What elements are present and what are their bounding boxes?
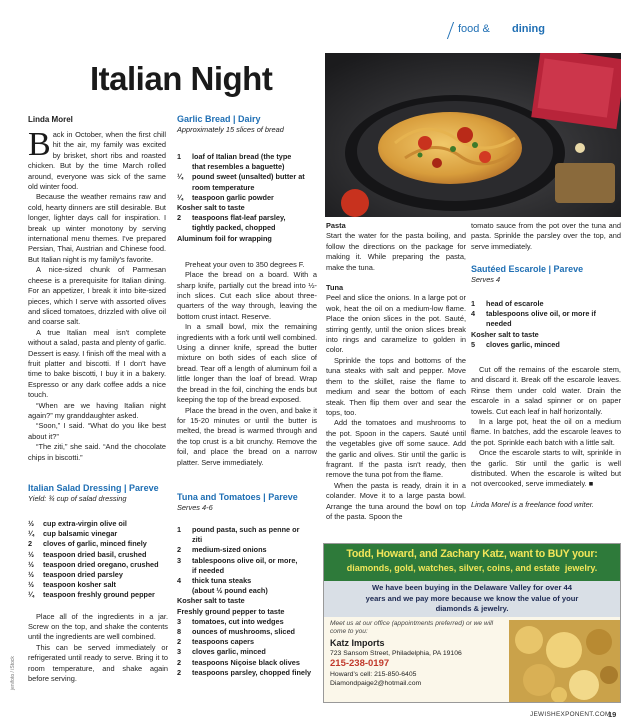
ingredient: ¼ cup balsamic vinegar xyxy=(28,529,118,539)
escarole-yield: Serves 4 xyxy=(471,275,501,284)
salad-ingredients xyxy=(28,519,168,601)
tuna-yield: Serves 4-6 xyxy=(177,503,213,512)
ingredient: Freshly ground pepper to taste xyxy=(177,606,285,616)
ingredient: 3 cloves garlic, minced xyxy=(177,647,266,657)
salad-recipe xyxy=(28,483,168,684)
salad-title: Italian Salad Dressing | Pareve xyxy=(28,483,159,493)
tuna-heading: Tuna xyxy=(326,283,344,293)
ingredient: ¼ pound sweet (unsalted) butter at xyxy=(177,172,305,182)
pasta-photo xyxy=(325,53,621,217)
ingredient: 2 teaspoons flat-leaf parsley, xyxy=(177,213,286,223)
intro-para-3: A nice-sized chunk of Parmesan cheese is a prerequisite for Italian dining. For an appetizer, I break it into bite-sized pieces, which I serve with assorted olives and sliced tomatoes, drizzled with olive oil and coarse salt. xyxy=(28,265,166,327)
ingredient: 3 tomatoes, cut into wedges xyxy=(177,616,284,626)
tuna-title: Tuna and Tomatoes | Pareve xyxy=(177,492,298,502)
intro-text xyxy=(28,126,166,463)
intro-para-1: Back in October, when the first chill hit the air, my family was excited by brisket, short ribs and roasted chicken. But by the time March rolled around, everyone was sick of the same old winter food. xyxy=(28,126,166,192)
intro-para-2: Because the weather remains raw and cold, hearty dinners are still desirable. But longer, lighter days call for inspiration. I break up winter monotony by serving international menu themes. I've prepared Persian, Thai, Austrian and Chinese food. But Italian night is my family's favorite. xyxy=(28,192,166,264)
tuna-ingredients: 1 pound pasta, such as penne or ziti 2 medium-sized onions 3 tablespoons olive oil, or more, if needed 4 thick tuna steaks (about ½ pound each) Kosher salt to taste Freshly ground pepper to taste 3 tomatoes, cut into wedges 8 ounces of mushrooms, sliced 2 teaspoons capers 3 cloves garlic, minced 2 teaspoons Niçoise black olives 2 teaspoons parsley, chopped finely xyxy=(177,525,317,678)
ingredient: ½ teaspoon kosher salt xyxy=(28,580,116,590)
ad-headline-band xyxy=(324,544,620,581)
ingredient: 3 tablespoons olive oil, or more, xyxy=(177,555,298,565)
footer-site: JEWISHEXPONENT.COM xyxy=(530,711,611,718)
ad-details xyxy=(330,620,505,688)
ingredient: Aluminum foil for wrapping xyxy=(177,233,272,243)
ingredient: 5 cloves garlic, minced xyxy=(471,339,560,349)
ingredient: 2 medium-sized onions xyxy=(177,545,267,555)
intro-para-4: A true Italian meal isn't complete without a salad, pasta and plenty of garlic. Dessert is easy. I finish off the meal with a fruit platter and biscotti. If I don't have time to bake biscotti, I buy it in a bakery. Espresso or any dark coffee adds a nice touch. xyxy=(28,327,166,400)
ingredient: ½ teaspoon dried oregano, crushed xyxy=(28,559,159,569)
ingredient: 2 teaspoons capers xyxy=(177,637,255,647)
intro-para-6: “Soon,” I said. “What do you like best about it?” xyxy=(28,421,166,441)
ingredient: Kosher salt to taste xyxy=(471,329,539,339)
ingredient: 2 cloves of garlic, minced finely xyxy=(28,539,147,549)
katz-ad xyxy=(323,543,621,703)
section-prefix: food & xyxy=(458,23,493,35)
ad-address: 723 Sansom Street, Philadelphia, PA 19106 xyxy=(330,650,462,657)
section-slash xyxy=(447,22,454,39)
ingredient: 1 loaf of Italian bread (the type xyxy=(177,152,292,161)
tuna-recipe xyxy=(177,492,317,678)
garlic-recipe xyxy=(177,114,317,468)
ingredient: 2 teaspoons Niçoise black olives xyxy=(177,657,300,667)
garlic-title: Garlic Bread | Dairy xyxy=(177,114,261,124)
ad-email[interactable]: Diamondpaige2@hotmail.com xyxy=(330,680,422,687)
ad-meet: Meet us at our office (appointments preferred) or we will come to you: xyxy=(330,620,494,635)
ad-company: Katz Imports xyxy=(330,638,385,648)
intro-para-7: “The ziti,” she said. “And the chocolate chips in biscotti.” xyxy=(28,442,166,462)
ingredient: ¼ teaspoon freshly ground pepper xyxy=(28,590,155,600)
ingredient: ½ teaspoon dried basil, crushed xyxy=(28,549,147,559)
salad-yield: Yield: ¾ cup of salad dressing xyxy=(28,494,127,503)
ad-banner: We have been buying in the Delaware Valley for over 44 years and we pay more because we know the value of your diamonds & jewelry. xyxy=(324,581,620,617)
ingredient: 2 teaspoons parsley, chopped finely xyxy=(177,667,312,677)
photo-credit: jenifoto / iStock xyxy=(10,656,16,690)
ingredient: Kosher salt to taste xyxy=(177,596,245,606)
ingredient: ¼ teaspoon garlic powder xyxy=(177,192,274,202)
ingredient: 1 head of escarole xyxy=(471,299,544,308)
page-title: Italian Night xyxy=(90,60,273,97)
ingredient: 1 pound pasta, such as penne or xyxy=(177,525,300,534)
ingredient: 8 ounces of mushrooms, sliced xyxy=(177,627,295,637)
ingredient: 4 thick tuna steaks xyxy=(177,576,252,586)
tuna-directions-cont: tomato sauce from the pot over the tuna and pasta. Sprinkle the parsley over the top, and serve immediately. xyxy=(471,221,621,251)
section-header xyxy=(450,22,620,40)
ingredient: Kosher salt to taste xyxy=(177,203,245,213)
ad-headline-1: Todd, Howard, and Zachary Katz, want to BUY your: xyxy=(346,548,598,560)
garlic-ingredients: 1 loaf of Italian bread (the type that resembles a baguette) ¼ pound sweet (unsalted) butter at room temperature ¼ teaspoon garlic powder Kosher salt to taste 2 teaspoons flat-leaf parsley, tightly packed, chopped Aluminum foil for wrapping xyxy=(177,152,317,244)
ad-headline-2: diamonds, gold, watches, silver, coins, and estate jewelry. xyxy=(346,563,598,573)
ingredient: 4 tablespoons olive oil, or more if xyxy=(471,309,596,319)
ingredient: ½ teaspoon dried parsley xyxy=(28,570,123,580)
drop-cap: B xyxy=(28,126,51,163)
page-number: 19 xyxy=(608,710,617,719)
garlic-directions: Preheat your oven to 350 degrees F. Place the bread on a board. With a sharp knife, partially cut the bread into ½-inch slices. Cut each slice about three-quarters of the way through, leaving the bottom crust intact. Reserve. In a small bowl, mix the remaining ingredients with a fork until well combined. Using a dinner knife, spread the butter mixture on both sides of each slice of bread. Tear off a length of aluminum foil a little longer than the loaf of bread. Wrap the bread in the foil, cinching the ends but keeping the top of the bread exposed. Place the bread in the oven, and bake it for 15-20 minutes or until the butter is melted, the bread is warmed through and the top crust is a bit crunchy. Remove the foil, and place the bread on a narrow platter. Serve immediately. xyxy=(177,259,317,467)
jewelry-photo xyxy=(509,620,621,703)
salad-directions: Place all of the ingredients in a jar. Screw on the top, and shake the contents until the ingredients are well combined. This can be served immediately or refrigerated until ready to serve. Bring it to room temperature, and shake again before serving. xyxy=(28,611,168,684)
author-bio: Linda Morel is a freelance food writer. xyxy=(471,499,594,509)
pasta-photo-illustration xyxy=(325,53,621,217)
pasta-directions: Pasta Start the water for the pasta boiling, and follow the directions on the package for making it. While preparing the pasta, make the tuna. Tuna Peel and slice the onions. In a large pot or wok, heat the oil on a medium-low flame. Place the onion slices in the pot. Sauté, stirring gently, until the onion slices break into rings and caramelize to golden in color. Sprinkle the tops and bottoms of the tuna steaks with salt and pepper. Move them to the skillet, raise the flame to medium and sear the bottom of each steak. Then flip them over and sear the tops, too. Add the tomatoes and mushrooms to the pot. Spoon in the capers. Sauté until the vegetables give off some sauce. Add the garlic and olives. Stir until the garlic is fragrant. If the pasta isn't ready, then remove the tuna pot from the flame. When the pasta is ready, drain it in a colander. Move it to a large pasta bowl. Arrange the tuna around the bowl on top of the pasta. Spoon the xyxy=(326,221,466,521)
escarole-directions: Cut off the remains of the escarole stem, and discard it. Break off the escarole leaves. Rinse them under cold water. Drain the escarole in a salad spinner or on paper towels. Cut each leaf in half horizontally. In a large pot, heat the oil on a medium flame. In batches, add the escarole leaves to the pot. Sprinkle each batch with a little salt. Once the escarole starts to wilt, sprinkle in the garlic. Stir until the garlic is well distributed. When the escarole is wilted but not overcooked, serve immediately. ■ xyxy=(471,365,621,489)
escarole-ingredients: 1 head of escarole 4 tablespoons olive oil, or more if needed Kosher salt to taste 5 cloves garlic, minced xyxy=(471,299,621,350)
escarole-recipe xyxy=(471,264,621,510)
byline: Linda Morel xyxy=(28,115,73,124)
ad-cell[interactable]: Howard’s cell: 215-850-6405 xyxy=(330,671,417,678)
intro-para-5: “When are we having Italian night again?” my granddaughter asked. xyxy=(28,400,166,420)
escarole-title: Sautéed Escarole | Pareve xyxy=(471,264,584,274)
ingredient: ½ cup extra-virgin olive oil xyxy=(28,519,127,528)
garlic-yield: Approximately 15 slices of bread xyxy=(177,125,284,134)
ad-phone[interactable]: 215-238-0197 xyxy=(330,658,390,669)
section-name: dining xyxy=(512,23,545,35)
pasta-heading: Pasta xyxy=(326,221,346,230)
